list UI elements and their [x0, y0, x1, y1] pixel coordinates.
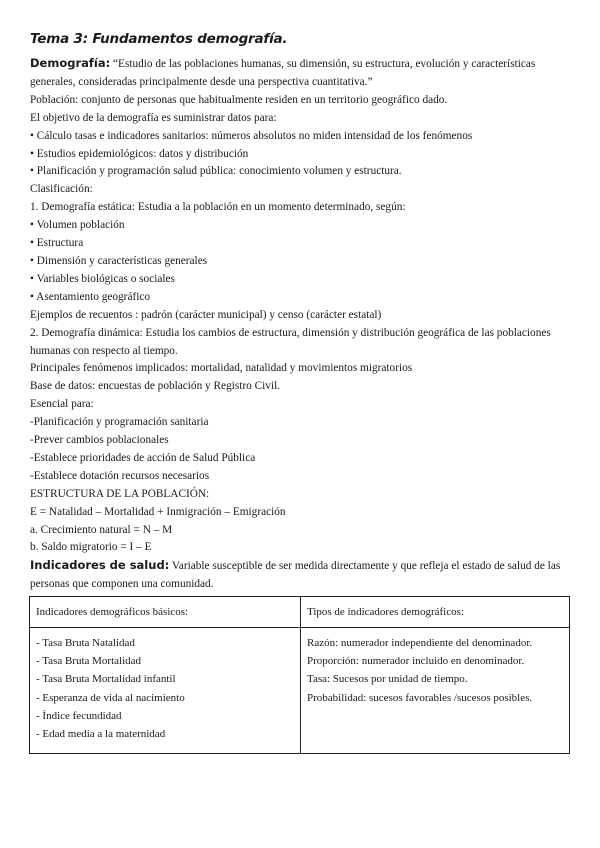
formula-line: a. Crecimiento natural = N – M	[30, 523, 173, 536]
list-item: - Esperanza de vida al nacimiento	[36, 691, 185, 704]
formula-line: b. Saldo migratorio = I – E	[30, 541, 152, 554]
indicators-term: Indicadores de salud:	[30, 558, 170, 573]
list-item: - Tasa Bruta Mortalidad	[36, 655, 142, 668]
bullet-line: • Asentamiento geográfico	[30, 290, 151, 303]
definition-text: “Estudio de las poblaciones humanas, su dimensión, su estructura, evolución y características generales, consideradas principalmente desde una perspectiva cuantitativa.”	[30, 58, 536, 88]
text-line: El objetivo de la demografía es suministrar datos para:	[30, 111, 277, 124]
list-item: Tasa: Sucesos por unidad de tiempo.	[307, 673, 468, 686]
text-line: Población: conjunto de personas que habitualmente residen en un territorio geográfico dado.	[30, 93, 448, 106]
indicators-text: Variable susceptible de ser medida directamente y que refleja el estado de salud de las personas que componen una comunidad.	[30, 560, 561, 591]
list-item: - Tasa Bruta Natalidad	[36, 637, 135, 649]
bullet-line: • Estructura	[30, 237, 84, 250]
text-line: 1. Demografía estática: Estudia a la población en un momento determinado, según:	[30, 201, 406, 214]
basic-indicators-list	[36, 634, 294, 743]
definition-paragraph	[30, 55, 578, 92]
bullet-line: • Cálculo tasas e indicadores sanitarios: números absolutos no miden intensidad de los fenómenos	[30, 129, 473, 142]
definition-term: Demografía:	[30, 56, 111, 70]
dash-line: -Planificación y programación sanitaria	[30, 416, 209, 429]
bullet-line: • Dimensión y características generales	[30, 254, 208, 267]
text-line: 2. Demografía dinámica: Estudia los cambios de estructura, dimensión y distribución geográfica de las poblaciones humanas con respecto al tiempo.	[30, 326, 551, 357]
indicators-paragraph	[30, 557, 578, 594]
bullet-line: • Variables biológicas o sociales	[30, 272, 175, 285]
document-body	[30, 55, 578, 594]
list-item: Probabilidad: sucesos favorables /sucesos posibles.	[307, 691, 533, 704]
list-item: - Tasa Bruta Mortalidad infantil	[36, 673, 176, 686]
bullet-line: • Planificación y programación salud pública: conocimiento volumen y estructura.	[30, 165, 402, 178]
dash-line: -Establece prioridades de acción de Salud Pública	[30, 451, 256, 464]
table-header-row	[30, 597, 570, 628]
table-header-cell: Indicadores demográficos básicos:	[30, 597, 301, 628]
indicator-types-list	[307, 634, 563, 707]
text-line: ESTRUCTURA DE LA POBLACIÓN:	[30, 487, 210, 500]
list-item: Razón: numerador independiente del denominador.	[307, 637, 533, 649]
table-header-cell: Tipos de indicadores demográficos:	[301, 597, 570, 628]
indicators-table	[29, 596, 570, 754]
text-line: Ejemplos de recuentos : padrón (carácter municipal) y censo (carácter estatal)	[30, 308, 382, 321]
list-item: - Índice fecundidad	[36, 709, 122, 722]
list-item: Proporción: numerador incluido en denominador.	[307, 655, 525, 668]
text-line: Clasificación:	[30, 183, 93, 196]
bullet-line: • Estudios epidemiológicos: datos y distribución	[30, 147, 249, 160]
formula-line: E = Natalidad – Mortalidad + Inmigración – Emigración	[30, 505, 286, 518]
indicator-types-cell	[301, 628, 570, 754]
table-row	[30, 628, 570, 754]
page-title: Tema 3: Fundamentos demografía.	[30, 31, 288, 47]
dash-line: -Prever cambios poblacionales	[30, 434, 169, 447]
text-line: Base de datos: encuestas de población y Registro Civil.	[30, 380, 281, 393]
bullet-line: • Volumen población	[30, 219, 125, 232]
dash-line: -Establece dotación recursos necesarios	[30, 469, 210, 482]
list-item: - Edad media a la maternidad	[36, 728, 166, 741]
text-line: Esencial para:	[30, 398, 94, 411]
text-line: Principales fenómenos implicados: mortalidad, natalidad y movimientos migratorios	[30, 362, 413, 375]
basic-indicators-cell	[30, 628, 301, 754]
